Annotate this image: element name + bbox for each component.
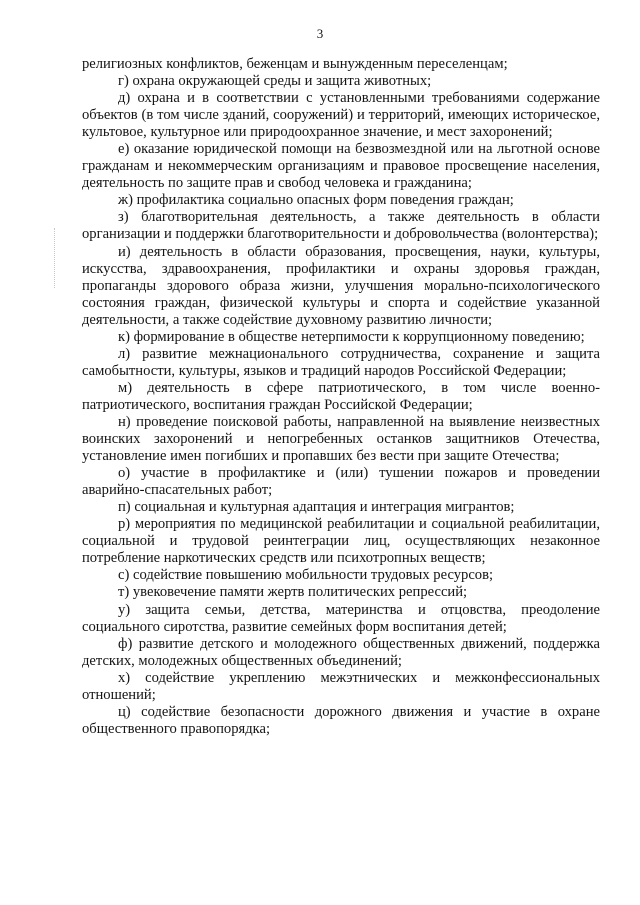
list-item-paragraph: м) деятельность в сфере патриотического, в том числе военно-патриотического, воспитания граждан Российской Федерации; <box>82 379 600 413</box>
document-body <box>82 56 600 738</box>
list-item-paragraph: т) увековечение памяти жертв политических репрессий; <box>118 584 468 601</box>
list-item-paragraph: е) оказание юридической помощи на безвозмездной или на льготной основе гражданам и некоммерческим организациям и правовое просвещение населения, деятельность по защите прав и свобод человека и гражданина; <box>82 141 600 192</box>
list-item-paragraph: н) проведение поисковой работы, направленной на выявление неизвестных воинских захоронений и непогребенных останков защитников Отечества, установление имен погибших и пропавших без вести при защите Отечества; <box>82 413 600 465</box>
list-item-paragraph: з) благотворительная деятельность, а также деятельность в области организации и поддержки благотворительности и добровольчества (волонтерства); <box>82 209 600 243</box>
list-item-paragraph: с) содействие повышению мобильности трудовых ресурсов; <box>118 567 494 584</box>
list-item-paragraph: л) развитие межнационального сотрудничества, сохранение и защита самобытности, культуры, языков и традиций народов Российской Федерации; <box>82 345 600 379</box>
paragraph-continuation: религиозных конфликтов, беженцам и вынужденным переселенцам; <box>82 56 508 72</box>
list-item-paragraph: г) охрана окружающей среды и защита животных; <box>118 73 432 90</box>
list-item-paragraph: и) деятельность в области образования, просвещения, науки, культуры, искусства, здравоохранения, профилактики и охраны здоровья граждан, пропаганды здорового образа жизни, улучшения морально-психологического состояния граждан, физической культуры и спорта и содействие указанной деятельности, а также содействие духовному развитию личности; <box>82 243 600 328</box>
list-item-paragraph: у) защита семьи, детства, материнства и отцовства, преодоление социального сиротства, развитие семейных форм воспитания детей; <box>82 601 600 635</box>
list-item-paragraph: х) содействие укреплению межэтнических и межконфессиональных отношений; <box>82 669 600 703</box>
scan-margin-mark <box>54 228 56 288</box>
list-item-paragraph: о) участие в профилактике и (или) тушении пожаров и проведении аварийно-спасательных работ; <box>82 465 600 499</box>
list-item-paragraph: ф) развитие детского и молодежного общественных движений, поддержка детских, молодежных общественных объединений; <box>82 635 600 669</box>
page-number: 3 <box>316 26 324 41</box>
list-item-paragraph: к) формирование в обществе нетерпимости к коррупционному поведению; <box>118 328 585 345</box>
list-item-paragraph: ц) содействие безопасности дорожного движения и участие в охране общественного правопорядка; <box>82 703 600 737</box>
list-item-paragraph: д) охрана и в соответствии с установленными требованиями содержание объектов (в том числе зданий, сооружений) и территорий, имеющих историческое, культовое, культурное или природоохранное значение, и мест захоронений; <box>82 90 600 141</box>
list-item-paragraph: ж) профилактика социально опасных форм поведения граждан; <box>118 192 514 209</box>
list-item-paragraph: р) мероприятия по медицинской реабилитации и социальной реабилитации, социальной и трудовой реинтеграции лиц, осуществляющих незаконное потребление наркотических средств или психотропных веществ; <box>82 516 600 567</box>
list-item-paragraph: п) социальная и культурная адаптация и интеграция мигрантов; <box>118 499 515 516</box>
